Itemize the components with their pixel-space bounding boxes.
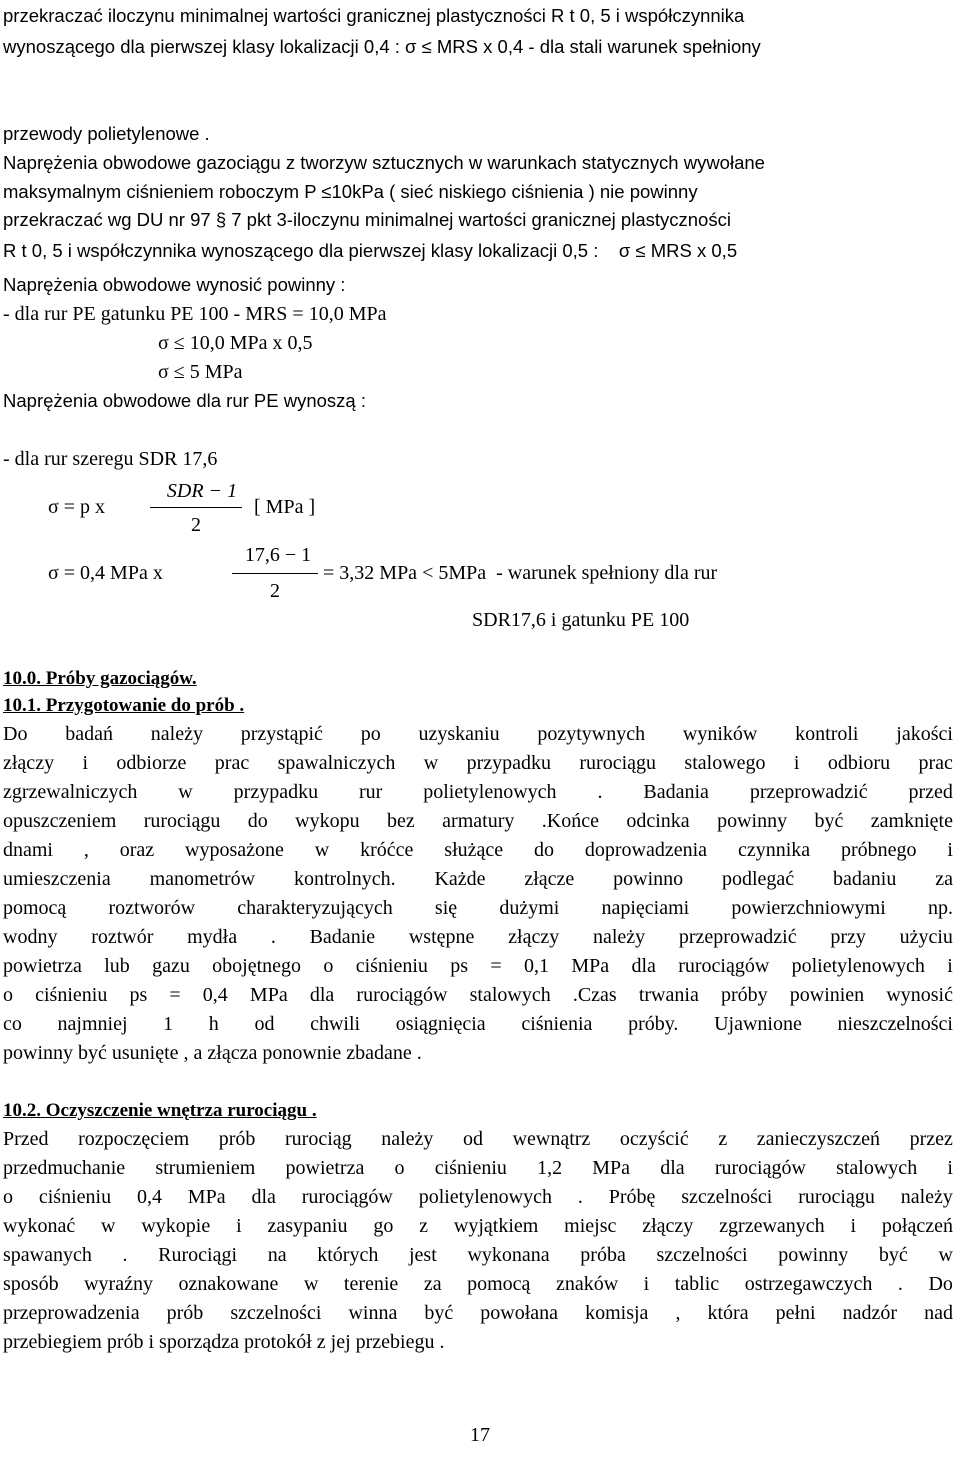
paragraph-line: przebiegiem prób i sporządza protokół z jej przebiegu . xyxy=(3,1331,445,1353)
paragraph-line: opuszczeniem rurociągu do wykopu bez armatury .Końce odcinka powinny być zamknięte xyxy=(3,810,953,832)
fraction-numerator: 17,6 − 1 xyxy=(244,544,312,566)
paragraph-line: zgrzewalniczych w przypadku rur polietylenowych . Badania przeprowadzić przed xyxy=(3,781,953,803)
text-line: przewody polietylenowe . xyxy=(3,123,210,144)
paragraph-line: wodny roztwór mydła . Badanie wstępne złączy należy przeprowadzić przy użyciu xyxy=(3,926,953,948)
formula-result: = 3,32 MPa < 5MPa - warunek spełniony dla rur xyxy=(323,562,718,584)
formula-line: σ ≤ 5 MPa xyxy=(158,361,243,383)
paragraph-line: dnami , oraz wyposażone w króćce służące do doprowadzenia czynnika próbnego i xyxy=(3,839,953,861)
text-line: przekraczać iloczynu minimalnej wartości granicznej plastyczności R t 0, 5 i współczynnika xyxy=(3,5,745,26)
fraction-denominator: 2 xyxy=(270,580,280,602)
paragraph-line: co najmniej 1 h od chwili osiągnięcia ciśnienia próby. Ujawnione nieszczelności xyxy=(3,1013,953,1035)
paragraph-line: o ciśnieniu ps = 0,4 MPa dla rurociągów stalowych .Czas trwania próby powinien wynosić xyxy=(3,984,953,1006)
page-number: 17 xyxy=(470,1424,490,1446)
section-heading: 10.0. Próby gazociągów. xyxy=(3,668,197,689)
paragraph-line: złączy i odbiorze prac spawalniczych w przypadku rurociągu stalowego i odbioru prac xyxy=(3,752,953,774)
formula-left: σ = p x xyxy=(48,496,106,518)
fraction-denominator: 2 xyxy=(191,514,201,536)
text-line: - dla rur szeregu SDR 17,6 xyxy=(3,448,218,470)
fraction-bar xyxy=(150,507,242,508)
text-line: R t 0, 5 i współczynnika wynoszącego dla pierwszej klasy lokalizacji 0,5 : σ ≤ MRS x 0,5 xyxy=(3,240,738,261)
paragraph-line: Do badań należy przystąpić po uzyskaniu pozytywnych wyników kontroli jakości xyxy=(3,723,953,745)
paragraph-line: sposób wyraźny oznakowane w terenie za pomocą znaków i tablic ostrzegawczych . Do xyxy=(3,1273,953,1295)
formula-unit: [ MPa ] xyxy=(254,496,316,518)
paragraph-line: spawanych . Rurociągi na których jest wykonana próba szczelności powinny być w xyxy=(3,1244,953,1266)
section-heading: 10.2. Oczyszczenie wnętrza rurociągu . xyxy=(3,1100,317,1121)
paragraph-line: o ciśnieniu 0,4 MPa dla rurociągów polietylenowych . Próbę szczelności rurociągu należy xyxy=(3,1186,953,1208)
fraction-bar xyxy=(232,573,318,574)
formula-left: σ = 0,4 MPa x xyxy=(48,562,163,584)
text-line: - dla rur PE gatunku PE 100 - MRS = 10,0 MPa xyxy=(3,303,387,325)
fraction-numerator: SDR − 1 xyxy=(166,480,238,502)
text-line: przekraczać wg DU nr 97 § 7 pkt 3-iloczynu minimalnej wartości granicznej plastyczności xyxy=(3,209,731,230)
paragraph-line: pomocą roztworów charakteryzujących się dużymi napięciami powierzchniowymi np. xyxy=(3,897,953,919)
formula-continuation: SDR17,6 i gatunku PE 100 xyxy=(472,609,690,631)
text-line: Naprężenia obwodowe wynosić powinny : xyxy=(3,274,346,295)
paragraph-line: wykonać w wykopie i zasypaniu go z wyjątkiem miejsc złączy zgrzewanych i połączeń xyxy=(3,1215,953,1237)
paragraph-line: powinny być usunięte , a złącza ponownie zbadane . xyxy=(3,1042,422,1064)
section-heading: 10.1. Przygotowanie do prób . xyxy=(3,695,245,716)
paragraph-line: powietrza lub gazu obojętnego o ciśnieniu ps = 0,1 MPa dla rurociągów polietylenowych i xyxy=(3,955,953,977)
text-line: Naprężenia obwodowe dla rur PE wynoszą : xyxy=(3,390,366,411)
paragraph-line: przeprowadzenia prób szczelności winna być powołana komisja , która pełni nadzór nad xyxy=(3,1302,953,1324)
paragraph-line: Przed rozpoczęciem prób rurociąg należy od wewnątrz oczyścić z zanieczyszczeń przez xyxy=(3,1128,953,1150)
text-line: wynoszącego dla pierwszej klasy lokalizacji 0,4 : σ ≤ MRS x 0,4 - dla stali warunek spełniony xyxy=(3,36,761,57)
text-line: maksymalnym ciśnieniem roboczym P ≤10kPa ( sieć niskiego ciśnienia ) nie powinny xyxy=(3,181,698,202)
formula-line: σ ≤ 10,0 MPa x 0,5 xyxy=(158,332,313,354)
text-line: Naprężenia obwodowe gazociągu z tworzyw sztucznych w warunkach statycznych wywołane xyxy=(3,152,765,173)
paragraph-line: umieszczenia manometrów kontrolnych. Każde złącze powinno podlegać badaniu za xyxy=(3,868,953,890)
paragraph-line: przedmuchanie strumieniem powietrza o ciśnieniu 1,2 MPa dla rurociągów stalowych i xyxy=(3,1157,953,1179)
